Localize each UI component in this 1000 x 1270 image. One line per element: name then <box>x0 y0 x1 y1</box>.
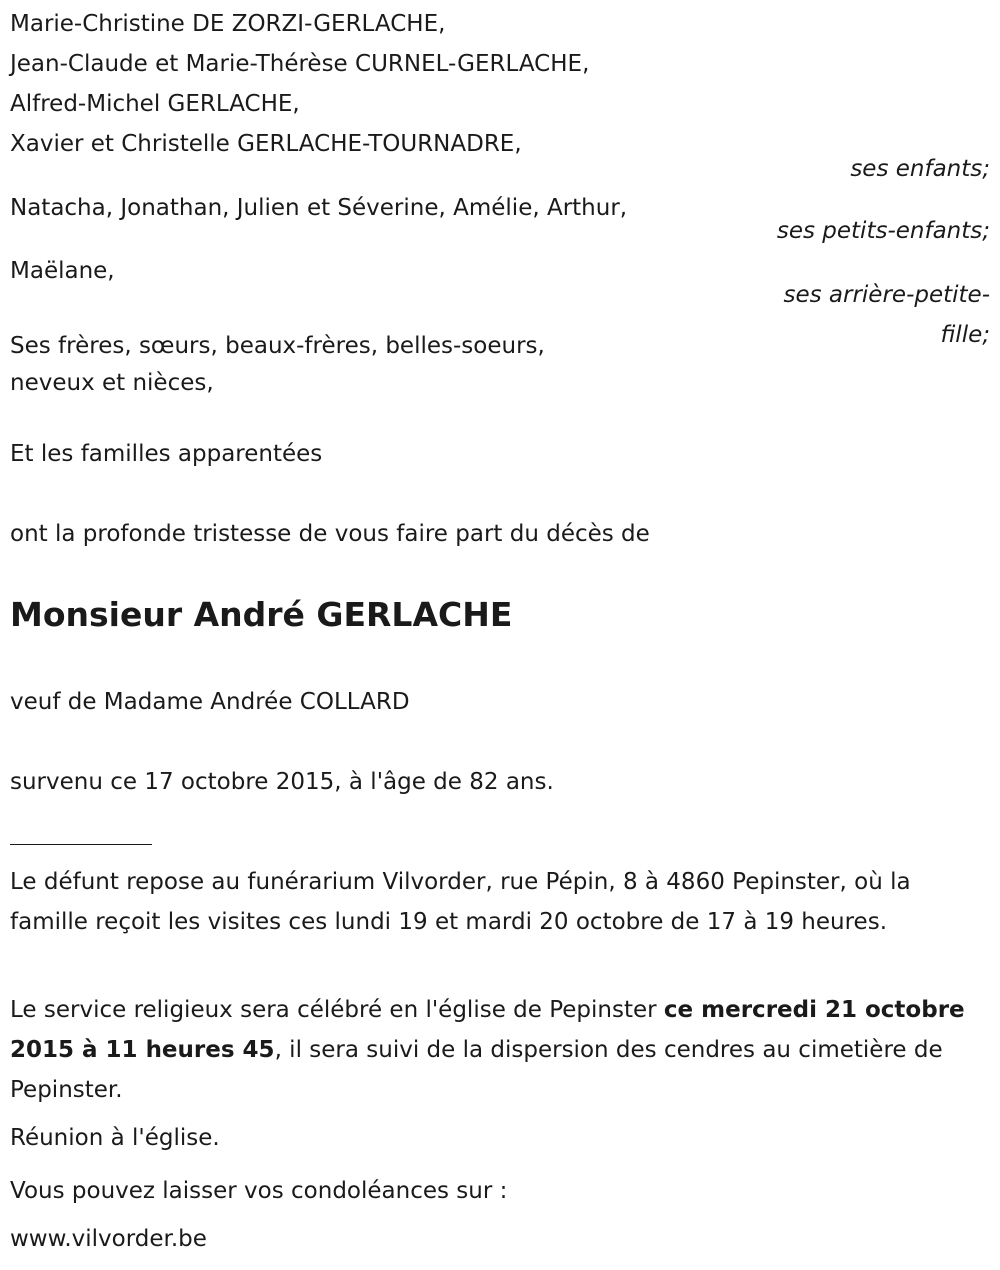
meeting-info: Réunion à l'église. <box>10 1125 220 1151</box>
announcement: ont la profonde tristesse de vous faire part du décès de <box>10 521 650 547</box>
grandchildren-role: ses petits-enfants; <box>776 218 990 244</box>
separator <box>10 844 152 845</box>
child-line-2: Jean-Claude et Marie-Thérèse CURNEL-GERLACHE, <box>10 51 590 77</box>
service-datetime: ce mercredi 21 octobre 2015 à 11 heures 45 <box>10 997 965 1063</box>
website-link[interactable]: www.vilvorder.be <box>10 1226 207 1252</box>
great-grandchild-role-2: fille; <box>940 322 990 348</box>
family-line-2: neveux et nièces, <box>10 370 214 396</box>
service-info <box>10 990 985 1110</box>
family-line-1: Ses frères, sœurs, beaux-frères, belles-soeurs, <box>10 333 545 359</box>
widower-note: veuf de Madame Andrée COLLARD <box>10 689 410 715</box>
child-line-3: Alfred-Michel GERLACHE, <box>10 91 300 117</box>
service-text-before: Le service religieux sera célébré en l'église de Pepinster <box>10 997 664 1023</box>
deceased-name: Monsieur André GERLACHE <box>10 595 513 634</box>
child-line-1: Marie-Christine DE ZORZI-GERLACHE, <box>10 11 446 37</box>
children-role: ses enfants; <box>850 156 990 182</box>
great-grandchild: Maëlane, <box>10 258 115 284</box>
death-date: survenu ce 17 octobre 2015, à l'âge de 82 ans. <box>10 769 554 795</box>
service-text-after: , il sera suivi de la dispersion des cendres au cimetière de Pepinster. <box>10 1037 943 1103</box>
family-line-3: Et les familles apparentées <box>10 441 323 467</box>
visitation-info: Le défunt repose au funérarium Vilvorder, rue Pépin, 8 à 4860 Pepinster, où la famille reçoit les visites ces lundi 19 et mardi 20 octobre de 17 à 19 heures. <box>10 869 911 935</box>
grandchildren: Natacha, Jonathan, Julien et Séverine, Amélie, Arthur, <box>10 195 628 221</box>
child-line-4: Xavier et Christelle GERLACHE-TOURNADRE, <box>10 131 522 157</box>
condolences-info: Vous pouvez laisser vos condoléances sur : <box>10 1178 508 1204</box>
great-grandchild-role-1: ses arrière-petite- <box>783 282 990 308</box>
